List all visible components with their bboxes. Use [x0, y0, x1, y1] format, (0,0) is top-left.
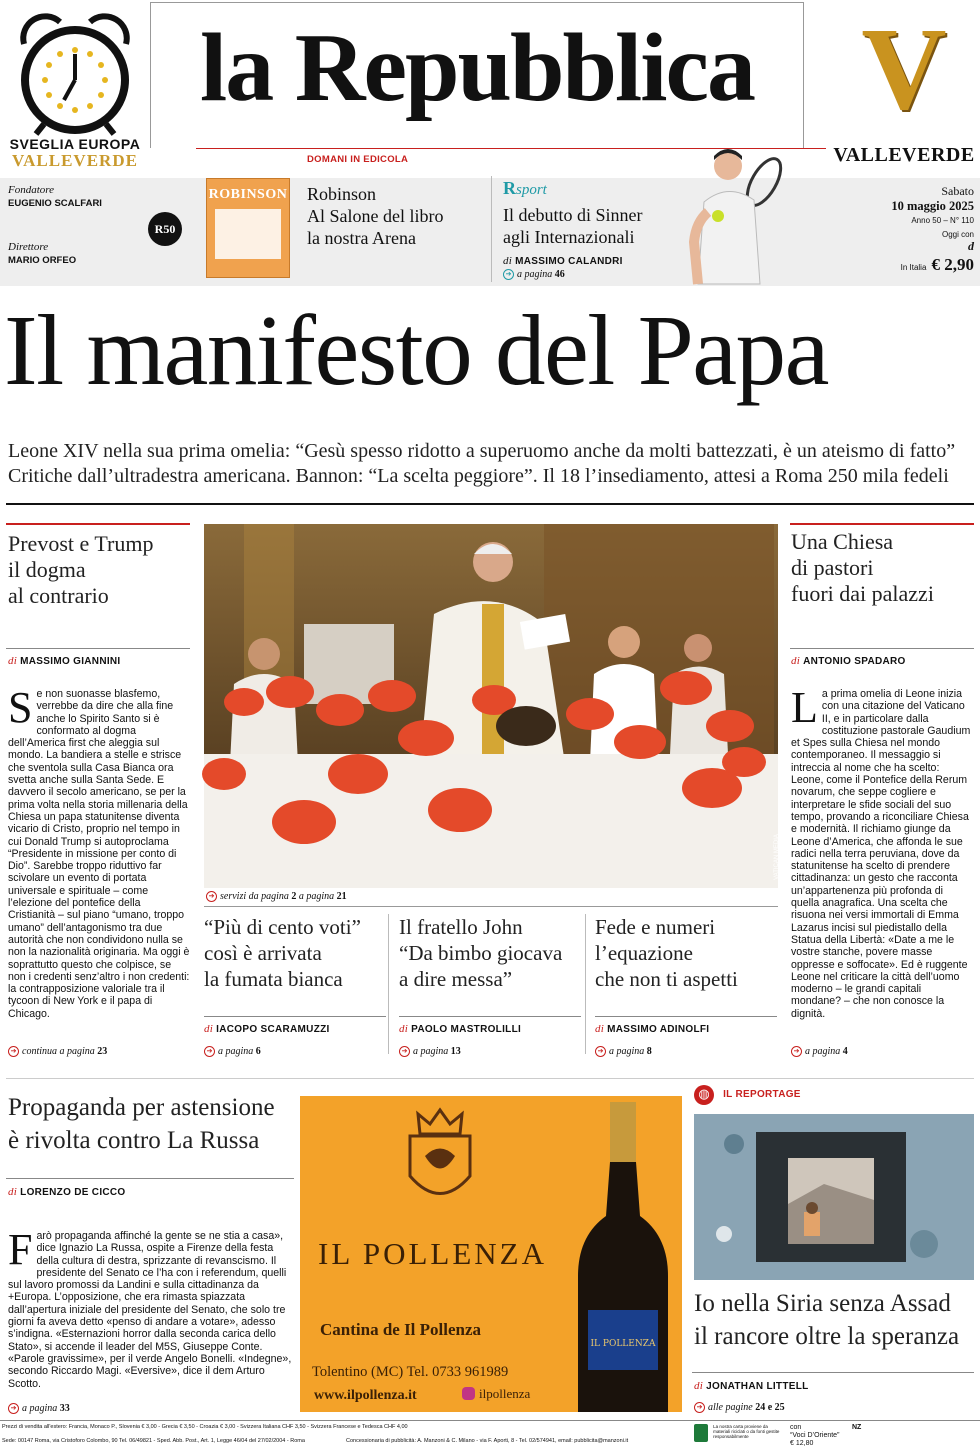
lead-headline[interactable]: Il manifesto del Papa — [4, 294, 828, 406]
footer-rule — [0, 1420, 980, 1421]
reportage-byline-rule — [692, 1372, 974, 1373]
edicola-divider — [491, 176, 492, 282]
left-col-body: Se non suonasse blasfemo, verrebbe da dire che alla fine anche lo Spirito Santo si è conformato al dogma dell’America first che aleggia sul mondo. La bandiera a stelle e strisce che sventola sulla Casa Bianca ora svetta anche sulla Santa Sede. E davvero il secolo americano, se per la prima volta nella storia millenaria della Chiesa un papa statunitense diventa vicario di Cristo, proprio nel tempo in cui Donald Trump si autoproclama “Presidente in missione per conto di Dio”. Sarebbe troppo riduttivo far scivolare un evento di portata universale e spirituale – come l’elezione del pontefice della Cristianità – sul piano “umano, troppo umano” dell’antagonismo tra due autorità che non condividono nulla se non la nazionalità originaria. Ma oggi è soprattutto questo che colpisce, se non i credenti senz’altro i non credenti: la contrapposizione valoriale tra il tycoon di New York e il papa di Chicago. — [8, 683, 190, 1020]
sub-article-2[interactable] — [399, 914, 581, 1064]
bottom-left-byline-rule — [6, 1178, 294, 1179]
arrow-right-icon: ➔ — [399, 1046, 410, 1057]
sub-article-1-byline: di IACOPO SCARAMUZZI — [204, 1023, 330, 1035]
lead-rule — [6, 503, 974, 505]
footer-line-2b: Concessionaria di pubblicità: A. Manzoni & C. Milano - via F. Aporti, 8 - Tel. 02/574941, email: pubblicita@manzoni.it — [346, 1438, 629, 1444]
sub-article-1-title: “Più di cento voti” così è arrivata la fumata bianca — [204, 915, 361, 991]
sub-article-1-pageref[interactable]: ➔ a pagina 6 — [204, 1046, 261, 1057]
pope-homily-photo — [204, 524, 781, 888]
bottom-left-dropcap: F — [8, 1225, 33, 1274]
reportage-pageref[interactable]: ➔ alle pagine 24 e 25 — [694, 1402, 785, 1413]
arrow-right-icon: ➔ — [204, 1046, 215, 1057]
date-day: Sabato — [941, 184, 974, 198]
pollenza-cantina: Cantina de Il Pollenza — [320, 1320, 482, 1339]
oggi-con-label: Oggi con — [941, 230, 974, 239]
bottom-rule — [6, 1078, 974, 1079]
left-ad-sveglia-europa[interactable] — [2, 2, 148, 172]
masthead-title[interactable]: la Repubblica — [200, 14, 754, 122]
arrow-right-icon: ➔ — [595, 1046, 606, 1057]
bottom-left-body: Farò propaganda affinché la gente se ne stia a casa», dice Ignazio La Russa, ospite a Firenze della festa della cultura di destra, sprizzante di revanscismo. Il presidente del Senato ce l’ha con i referendum, quelli sul lavoro promossi da Landini e sulla cittadinanza da +Europa. L’opposizione, che era rimasta spiazzata dall’apertura iniziale del presidente del Senato, che solo tre giorni fa aveva detto «penso di andare a votare», adesso s’indigna. «Esternazioni horror dalla seconda carica dello Stato», si accende il leader del M5S, Giuseppe Conte. «Parole gravissime», per il verde Angelo Bonelli. «Indegne», secondo Riccardo Magi. «Eversive», dice il dem Arturo Scotto. — [8, 1225, 292, 1390]
footer-supplement — [790, 1424, 839, 1448]
arrow-right-icon: ➔ — [8, 1403, 19, 1414]
rsport-pageref[interactable]: ➔ a pagina 46 — [503, 269, 565, 280]
sub-article-3[interactable] — [595, 914, 777, 1064]
left-col-dropcap: S — [8, 683, 33, 732]
sub-divider-2 — [585, 914, 586, 1054]
wine-bottle-icon — [568, 1096, 678, 1412]
price-label: In Italia — [900, 263, 927, 272]
robinson-cover[interactable] — [206, 178, 290, 278]
sinner-photo[interactable] — [684, 142, 794, 284]
sub-article-3-title: Fede e numeri l’equazione che non ti aspetti — [595, 915, 738, 991]
right-col-dropcap: L — [791, 683, 818, 732]
sub-divider-1 — [388, 914, 389, 1054]
rsport-logo-r: R — [503, 178, 516, 198]
bottle-label: IL POLLENZA — [590, 1339, 656, 1349]
robinson-line-2: Al Salone del libro — [307, 206, 444, 226]
sub-article-3-byline: di MASSIMO ADINOLFI — [595, 1023, 710, 1035]
sub-article-3-pageref[interactable]: ➔ a pagina 8 — [595, 1046, 652, 1057]
sub-article-2-title: Il fratello John “Da bimbo giocava a dire messa” — [399, 915, 563, 991]
rsport-line-1: Il debutto di Sinner — [503, 205, 643, 225]
alarm-clock-icon — [2, 2, 148, 137]
valleverde-logo-icon: V — [861, 3, 947, 134]
supplement-item: “Voci D’Oriente” — [790, 1432, 840, 1439]
bottom-left-pageref[interactable]: ➔ a pagina 33 — [8, 1403, 70, 1414]
left-col-byline-rule — [6, 648, 190, 649]
rsport-logo — [503, 178, 547, 199]
right-col-byline: di ANTONIO SPADARO — [791, 655, 906, 667]
right-ad-valleverde[interactable] — [830, 4, 978, 172]
bottom-left-byline: di LORENZO DE CICCO — [8, 1186, 126, 1198]
bottom-left-title[interactable]: Propaganda per astensione è rivolta contro La Russa — [8, 1094, 275, 1154]
right-col-pageref[interactable]: ➔ a pagina 4 — [791, 1046, 848, 1057]
photo-caption-rule — [204, 906, 778, 907]
founder-name: EUGENIO SCALFARI — [8, 198, 102, 209]
reportage-header — [694, 1084, 974, 1105]
right-col-body: La prima omelia di Leone inizia con una citazione del Vaticano II, e in particolare dalla costituzione pastorale Gaudium et Spes sulla Chiesa nel mondo contemporaneo. Il messaggio si intreccia al nome che ha scelto: Leone, come il Pontefice della Rerum novarum, che seppe cogliere e interpretare le sfide sociali del suo tempo, provando a riconciliare Chiesa e modernità. Il richiamo giunge da Leone d’America, che affonda le sue radici nella terra peruviana, dove da statunitense ha scelto di prendere cittadinanza: un gesto che racconta un’appartenenza più profonda di quella anagrafica. Una scelta che risuona nei versi immortali di Emma Lazarus incisi sul piedistallo della Statua della Libertà: «Date a me le vostre stanche, povere masse oppresse e soffocate». Ed è ruggente Leone nel criticare la città dell’uomo moderno – le grandi capitali mondane? – che non conosce la dignità. — [791, 683, 971, 1020]
left-ad-line1: SVEGLIA EUROPA — [9, 136, 141, 152]
pollenza-phone: Tolentino (MC) Tel. 0733 961989 — [312, 1364, 509, 1380]
fsc-block — [694, 1424, 784, 1443]
arrow-right-icon: ➔ — [791, 1046, 802, 1057]
left-ad-line2: VALLEVERDE — [12, 151, 138, 170]
rsport-line-2: agli Internazionali — [503, 227, 635, 247]
pollenza-ad[interactable] — [300, 1096, 682, 1412]
issue-number: Anno 50 – N° 110 — [911, 216, 974, 225]
date-full: 10 maggio 2025 — [891, 199, 974, 213]
sub-article-1[interactable] — [204, 914, 384, 1064]
reportage-byline: di JONATHAN LITTELL — [694, 1380, 809, 1392]
supplement-con: con — [790, 1424, 802, 1431]
footer-line-1: Prezzi di vendita all'estero: Francia, Monaco P., Slovenia € 3,00 - Grecia € 3,50 - Croazia € 3,00 - Svizzera Italiana CHF 3,50 - Svizzera Francese e Tedesca CHF 4,00 — [2, 1424, 408, 1430]
pollenza-website[interactable]: www.ilpollenza.it — [314, 1388, 417, 1403]
coat-of-arms-icon — [390, 1106, 490, 1216]
arrow-right-icon: ➔ — [503, 269, 514, 280]
arrow-right-icon: ➔ — [694, 1402, 705, 1413]
oggi-con-item: d — [968, 239, 974, 253]
fsc-text: La nostra carta proviene da materiali riciclati o da fonti gestite responsabilmente — [713, 1424, 780, 1439]
fsc-logo-icon — [694, 1424, 708, 1442]
arrow-right-icon: ➔ — [8, 1046, 19, 1057]
left-col-pageref[interactable]: ➔ continua a pagina 23 — [8, 1046, 107, 1057]
photo-credit: VATICAN MEDIA — [774, 834, 781, 880]
rsport-promo[interactable] — [503, 204, 642, 248]
robinson-promo[interactable] — [307, 183, 443, 249]
rsport-logo-sport: sport — [516, 182, 547, 198]
date-block — [840, 184, 974, 275]
sub-article-2-byline: di PAOLO MASTROLILLI — [399, 1023, 522, 1035]
right-ad-brand: VALLEVERDE — [833, 144, 975, 166]
reportage-title[interactable]: Io nella Siria senza Assad il rancore oltre la speranza — [694, 1290, 960, 1350]
right-col-top-rule — [790, 523, 974, 525]
sub-article-2-pageref[interactable]: ➔ a pagina 13 — [399, 1046, 461, 1057]
pollenza-instagram[interactable]: ilpollenza — [462, 1386, 530, 1402]
footer-nz: NZ — [852, 1424, 862, 1431]
founder-block — [8, 184, 138, 266]
right-col-byline-rule — [790, 648, 974, 649]
left-col-title[interactable]: Prevost e Trump il dogma al contrario — [8, 531, 154, 608]
lead-photo[interactable] — [204, 524, 781, 888]
lead-subhead-1: Leone XIV nella sua prima omelia: “Gesù spesso ridotto a superuomo anche da molti battezzati, è un ateismo di fatto” — [8, 440, 956, 462]
reportage-photo[interactable] — [694, 1114, 974, 1280]
rsport-byline: di MASSIMO CALANDRI — [503, 255, 623, 267]
price: € 2,90 — [931, 255, 974, 274]
lead-subhead-2: Critiche dall’ultradestra americana. Bannon: “La scelta peggiore”. Il 18 l’insediamento, attesi a Roma 250 mila fedeli — [8, 465, 949, 487]
robinson-line-3: la nostra Arena — [307, 228, 416, 248]
pollenza-brand: IL POLLENZA — [318, 1236, 548, 1271]
instagram-icon — [462, 1387, 475, 1400]
left-col-top-rule — [6, 523, 190, 525]
arrow-right-icon: ➔ — [206, 891, 217, 902]
syria-window-photo — [694, 1114, 974, 1280]
right-col-title[interactable]: Una Chiesa di pastori fuori dai palazzi — [791, 529, 934, 606]
edicola-label: DOMANI IN EDICOLA — [307, 154, 409, 165]
r50-badge: R50 — [148, 212, 182, 246]
director-name: MARIO ORFEO — [8, 255, 77, 266]
left-col-byline: di MASSIMO GIANNINI — [8, 655, 121, 667]
founder-label: Fondatore — [8, 184, 55, 196]
photo-caption[interactable]: ➔ servizi da pagina 2 a pagina 21 — [206, 891, 347, 902]
tennis-player-icon — [684, 142, 794, 284]
globe-icon: ◍ — [694, 1085, 714, 1105]
supplement-price: € 12,80 — [790, 1440, 814, 1447]
robinson-cover-title: ROBINSON — [208, 187, 288, 202]
footer-line-2: Sede: 00147 Roma, via Cristoforo Colombo, 90 Tel. 06/49821 - Sped. Abb. Post., Art. 1, Legge 46/04 del 27/02/2004 - Roma — [2, 1438, 305, 1444]
director-label: Direttore — [8, 241, 49, 253]
robinson-line-1: Robinson — [307, 184, 377, 204]
reportage-label: IL REPORTAGE — [723, 1089, 801, 1100]
rsport-byline-di: di — [503, 255, 513, 267]
